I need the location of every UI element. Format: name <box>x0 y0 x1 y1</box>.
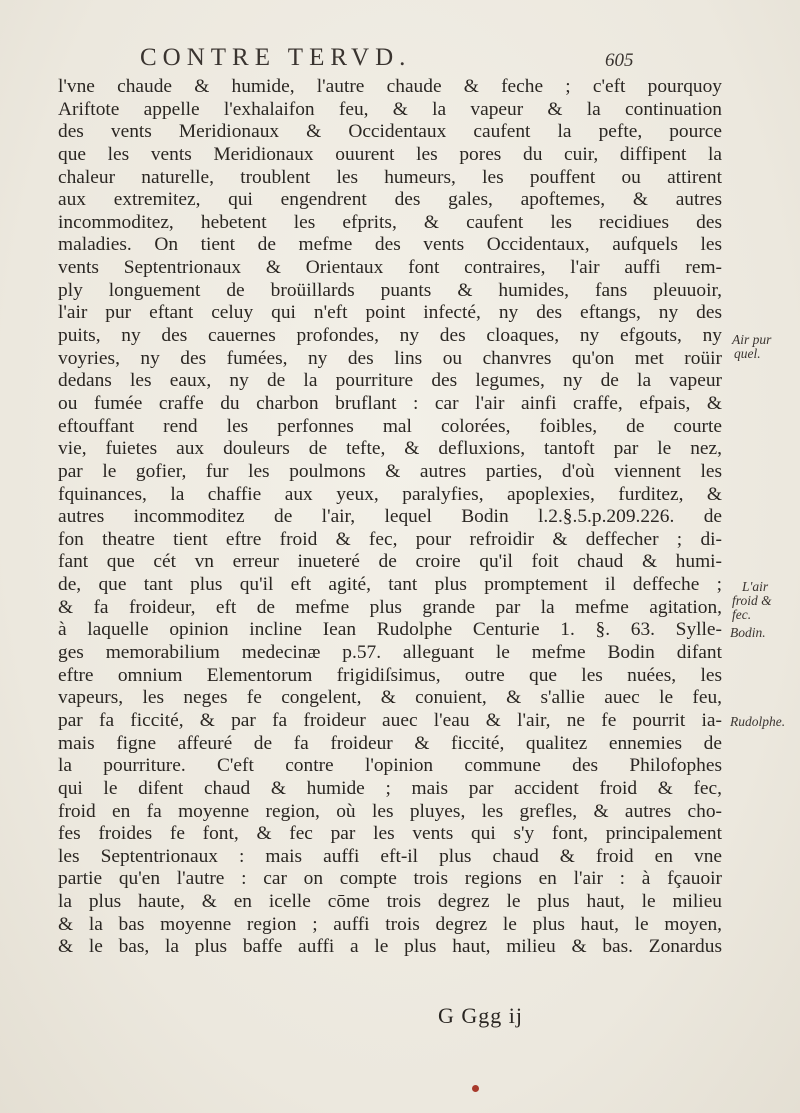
text-line: fon theatre tient eftre froid & fec, pour refroidir & deffecher ; di- <box>58 528 722 550</box>
text-line: fquinances, la chaffie aux yeux, paralyfies, apoplexies, furditez, & <box>58 483 722 505</box>
page-number: 605 <box>605 50 634 71</box>
text-line: & fa froideur, eft de mefme plus grande par la mefme agitation, <box>58 596 722 618</box>
margin-note: quel. <box>734 346 761 361</box>
text-line: par le gofier, fur les poulmons & autres parties, d'où viennent les <box>58 460 722 482</box>
text-line: ges memorabilium medecinæ p.57. alleguant le mefme Bodin difant <box>58 642 722 664</box>
text-line: la pourriture. C'eft contre l'opinion commune des Philofophes <box>58 755 722 777</box>
text-line: chaleur naturelle, troublent les humeurs, les pouffent ou attirent <box>58 166 722 188</box>
text-line: autres incommoditez de l'air, lequel Bodin l.2.§.5.p.209.226. de <box>58 506 722 528</box>
text-line: & la bas moyenne region ; auffi trois degrez le plus haut, le moyen, <box>58 913 722 935</box>
text-line: maladies. On tient de mefme des vents Occidentaux, aufquels les <box>58 234 722 256</box>
page-header <box>140 44 660 74</box>
text-line: ou fumée craffe du charbon bruflant : car l'air ainfi craffe, efpais, & <box>58 392 722 414</box>
text-line: l'air pur eftant celuy qui n'eft point infecté, ny des eftangs, ny des <box>58 302 722 324</box>
text-line: de, que tant plus qu'il eft agité, tant plus promptement il deffeche ; <box>58 574 722 596</box>
text-line: à laquelle opinion incline Iean Rudolphe Centurie 1. §. 63. Sylle- <box>58 619 722 641</box>
margin-note: froid & <box>732 593 772 608</box>
text-line: l'vne chaude & humide, l'autre chaude & feche ; c'eft pourquoy <box>58 76 722 97</box>
ink-spot <box>472 1085 479 1092</box>
text-line: voyries, ny des fumées, ny des lins ou chanvres qu'on met roüir <box>58 347 722 369</box>
text-line: eftouffant rend les perfonnes mal colorées, foibles, de courte <box>58 415 722 437</box>
text-line: vie, fuietes aux douleurs de tefte, & defluxions, tantoft par le nez, <box>58 438 722 460</box>
text-line: eftre omnium Elementorum frigidiſsimus, outre que les nuées, les <box>58 664 722 686</box>
text-line: fant que cét vn erreur inueteré de croire qu'il foit chaud & humi- <box>58 551 722 573</box>
text-line: fes froides fe font, & fec par les vents qui s'y font, principalement <box>58 823 722 845</box>
text-line: aux extremitez, qui engendrent des gales, apoftemes, & autres <box>58 189 722 211</box>
text-line: la plus haute, & en icelle cōme trois degrez le plus haut, le milieu <box>58 891 722 913</box>
margin-note: Rudolphe. <box>730 714 786 729</box>
text-line: que les vents Meridionaux ouurent les pores du cuir, diffipent la <box>58 143 722 165</box>
text-line: puits, ny des cauernes profondes, ny des cloaques, ny efgouts, ny <box>58 325 722 347</box>
margin-note: Air pur <box>732 332 772 347</box>
text-line: vapeurs, les neges fe congelent, & conuient, & s'allie auec le feu, <box>58 687 722 709</box>
text-line: des vents Meridionaux & Occidentaux caufent la pefte, pource <box>58 121 722 143</box>
text-line: partie qu'en l'autre : car on compte trois regions en l'air : à fçauoir <box>58 868 722 890</box>
text-line: ply longuement de broüillards puants & humides, fans pleuuoir, <box>58 279 722 301</box>
signature-mark: G Ggg ij <box>438 1003 523 1028</box>
text-line: incommoditez, hebetent les efprits, & caufent les recidiues des <box>58 211 722 233</box>
text-line: & le bas, la plus baffe auffi a le plus haut, milieu & bas. Zonardus <box>58 936 722 958</box>
text-line: Ariftote appelle l'exhalaifon feu, & la vapeur & la continuation <box>58 98 722 120</box>
text-line: mais figne affeuré de fa froideur & ficcité, qualitez ennemies de <box>58 732 722 754</box>
text-line: les Septentrionaux : mais auffi eft-il plus chaud & froid en vne <box>58 845 722 867</box>
text-line: par fa ficcité, & par fa froideur auec l'eau & l'air, ne fe pourrit ia- <box>58 709 722 731</box>
text-line: qui le difent chaud & humide ; mais par accident froid & fec, <box>58 777 722 799</box>
running-title: CONTRE TERVD. <box>140 44 412 71</box>
text-line: vents Septentrionaux & Orientaux font contraires, l'air auffi rem- <box>58 257 722 279</box>
margin-note: fec. <box>732 607 752 622</box>
text-line <box>58 959 722 982</box>
body-text <box>58 76 722 982</box>
margin-note: Bodin. <box>730 625 766 640</box>
text-line: froid en fa moyenne region, où les pluyes, les grefles, & autres cho- <box>58 800 722 822</box>
text-line: dedans les eaux, ny de la pourriture des legumes, ny de la vapeur <box>58 370 722 392</box>
margin-note: L'air <box>742 579 769 594</box>
